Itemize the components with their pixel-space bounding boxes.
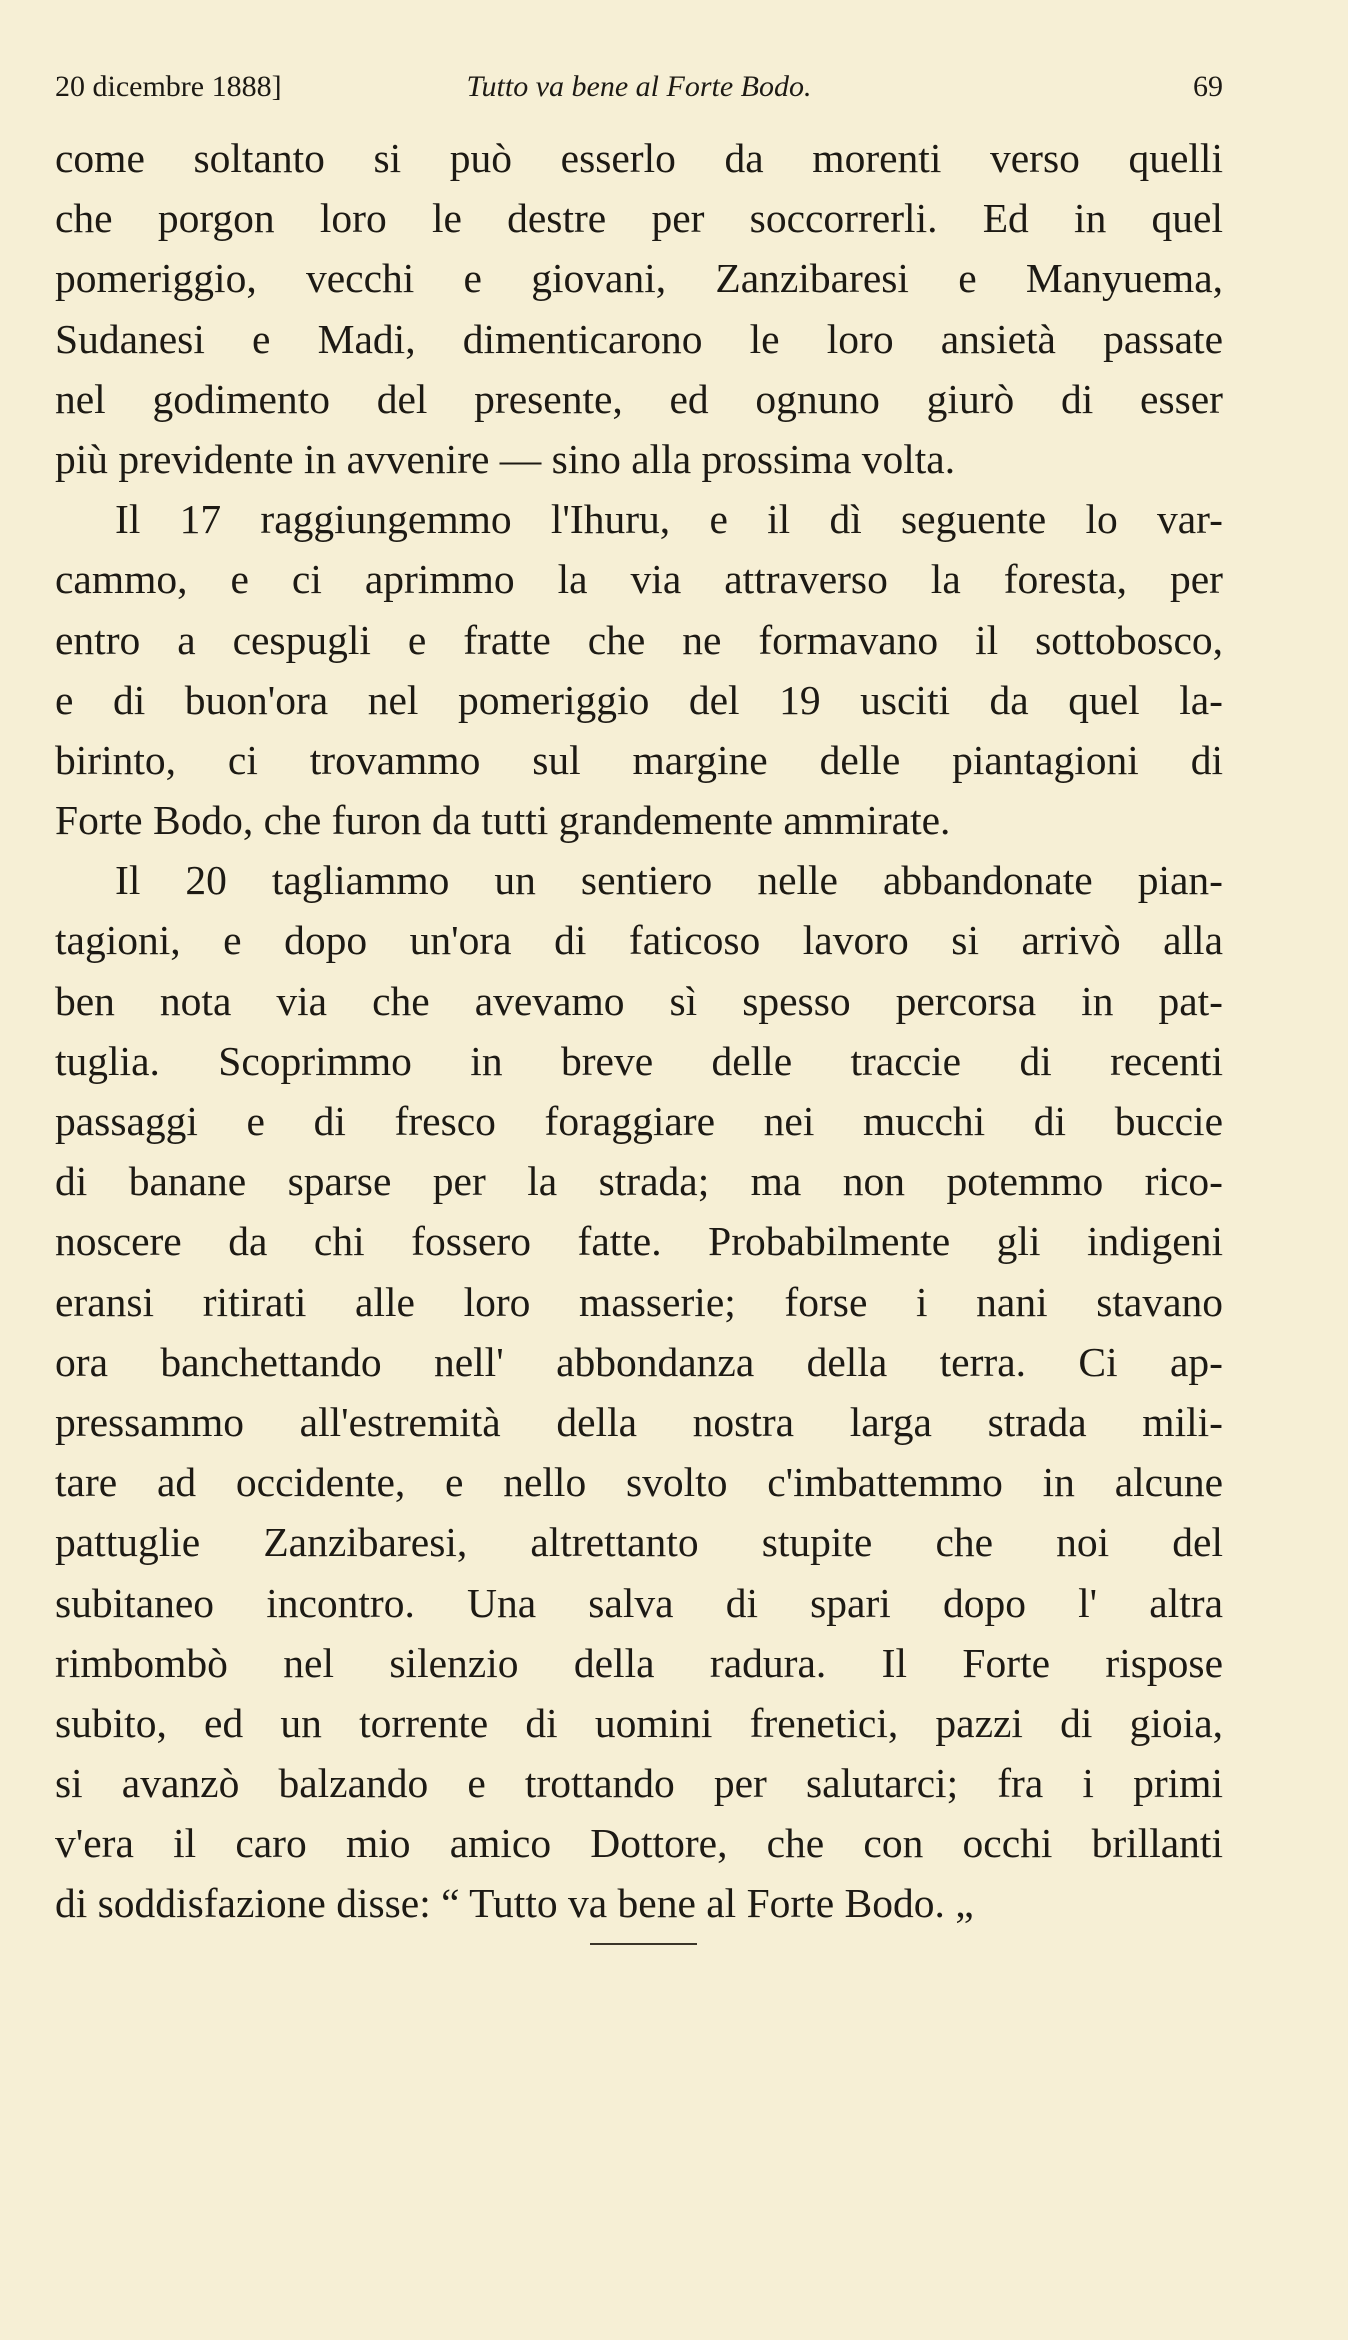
text-line: nel godimento del presente, ed ognuno giurò di esser (55, 375, 1223, 422)
text-line: cammo, e ci aprimmo la via attraverso la foresta, per (55, 556, 1223, 603)
text-line: che porgon loro le destre per soccorrerli. Ed in quel (55, 195, 1223, 242)
text-line: di soddisfazione disse: “ Tutto va bene al Forte Bodo. „ (55, 1880, 974, 1927)
text-line: pomeriggio, vecchi e giovani, Zanzibaresi e Manyuema, (55, 255, 1223, 302)
text-line: Forte Bodo, che furon da tutti grandemente ammirate. (55, 797, 951, 844)
text-line: Il 17 raggiungemmo l'Ihuru, e il dì seguente lo var- (115, 496, 1223, 543)
body-text (55, 128, 1223, 1934)
text-line: e di buon'ora nel pomeriggio del 19 usciti da quel la- (55, 676, 1223, 723)
section-divider (590, 1943, 697, 1945)
text-line: subito, ed un torrente di uomini frenetici, pazzi di gioia, (55, 1699, 1223, 1746)
text-line: noscere da chi fossero fatte. Probabilmente gli indigeni (55, 1218, 1223, 1265)
text-line: tare ad occidente, e nello svolto c'imbattemmo in alcune (55, 1459, 1223, 1506)
text-line: pattuglie Zanzibaresi, altrettanto stupite che noi del (55, 1519, 1223, 1566)
text-line: rimbombò nel silenzio della radura. Il Forte rispose (55, 1639, 1223, 1686)
running-head (55, 62, 1223, 112)
text-line: Il 20 tagliammo un sentiero nelle abbandonate pian- (115, 857, 1223, 904)
header-title: Tutto va bene al Forte Bodo. (466, 70, 812, 103)
page-number: 69 (1193, 70, 1223, 103)
text-line: entro a cespugli e fratte che ne formavano il sottobosco, (55, 616, 1223, 663)
text-line: si avanzò balzando e trottando per salutarci; fra i primi (55, 1760, 1223, 1807)
text-line: passaggi e di fresco foraggiare nei mucchi di buccie (55, 1098, 1223, 1144)
text-line: subitaneo incontro. Una salva di spari dopo l' altra (55, 1579, 1223, 1626)
text-line: tuglia. Scoprimmo in breve delle traccie di recenti (55, 1037, 1223, 1084)
header-date: 20 dicembre 1888] (55, 70, 282, 103)
text-line: Sudanesi e Madi, dimenticarono le loro ansietà passate (55, 315, 1223, 362)
text-line: ora banchettando nell' abbondanza della terra. Ci ap- (55, 1338, 1223, 1385)
text-line: v'era il caro mio amico Dottore, che con occhi brillanti (55, 1820, 1223, 1867)
text-line: come soltanto si può esserlo da morenti verso quelli (55, 135, 1223, 181)
text-line: più previdente in avvenire — sino alla prossima volta. (55, 435, 956, 482)
text-line: pressammo all'estremità della nostra larga strada mili- (55, 1398, 1223, 1445)
text-line: eransi ritirati alle loro masserie; forse i nani stavano (55, 1278, 1223, 1325)
text-line: birinto, ci trovammo sul margine delle piantagioni di (55, 736, 1223, 783)
text-line: ben nota via che avevamo sì spesso percorsa in pat- (55, 977, 1223, 1024)
text-line: tagioni, e dopo un'ora di faticoso lavoro si arrivò alla (55, 917, 1223, 964)
text-line: di banane sparse per la strada; ma non potemmo rico- (55, 1158, 1223, 1205)
